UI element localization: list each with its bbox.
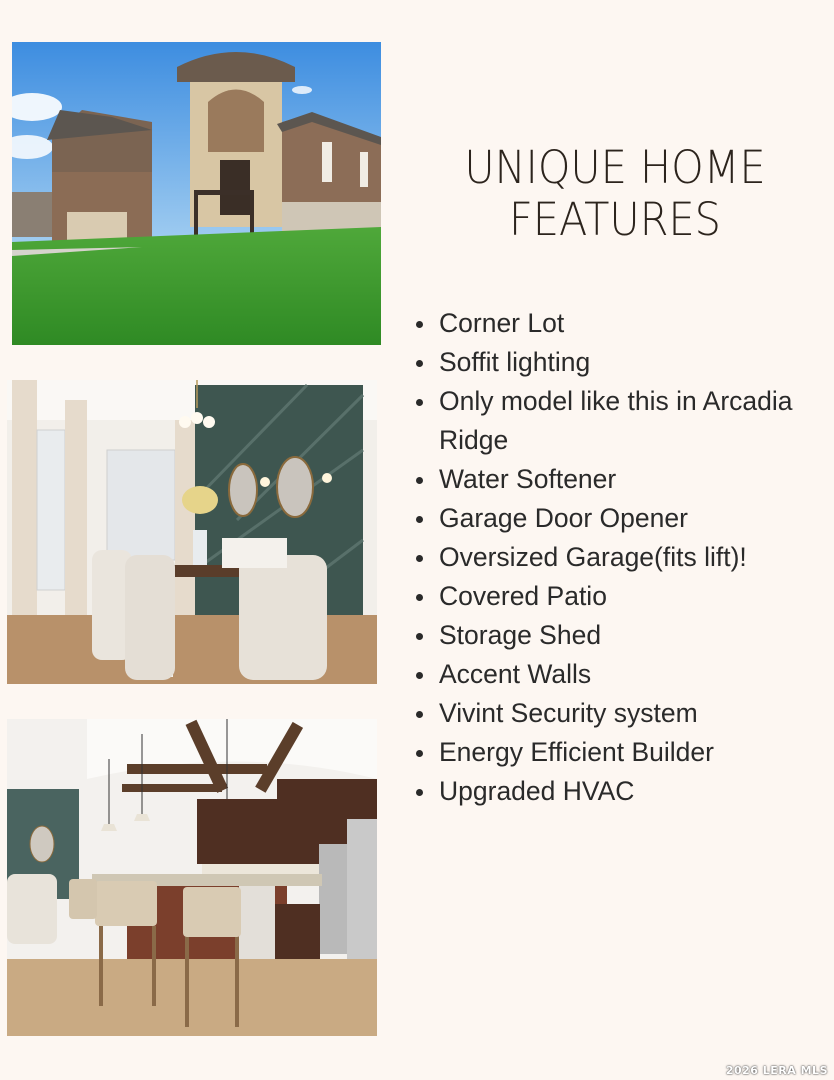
list-item: Accent Walls <box>412 655 822 694</box>
list-item: Garage Door Opener <box>412 499 822 538</box>
feature-list <box>412 304 822 811</box>
list-item: Soffit lighting <box>412 343 822 382</box>
list-item: Water Softener <box>412 460 822 499</box>
list-item: Energy Efficient Builder <box>412 733 822 772</box>
list-item: Corner Lot <box>412 304 822 343</box>
list-item: Storage Shed <box>412 616 822 655</box>
list-item: Covered Patio <box>412 577 822 616</box>
list-item: Only model like this in Arcadia Ridge <box>412 382 822 460</box>
list-item: Vivint Security system <box>412 694 822 733</box>
exterior-photo <box>12 42 381 345</box>
list-item: Oversized Garage(fits lift)! <box>412 538 822 577</box>
list-item: Upgraded HVAC <box>412 772 822 811</box>
title-line-2: FEATURES <box>509 193 721 246</box>
page-title <box>428 142 802 246</box>
mls-watermark: 2026 LERA MLS <box>725 1064 828 1077</box>
kitchen-photo <box>7 719 377 1036</box>
dining-room-photo <box>7 380 377 684</box>
title-line-1: UNIQUE HOME <box>464 141 766 194</box>
